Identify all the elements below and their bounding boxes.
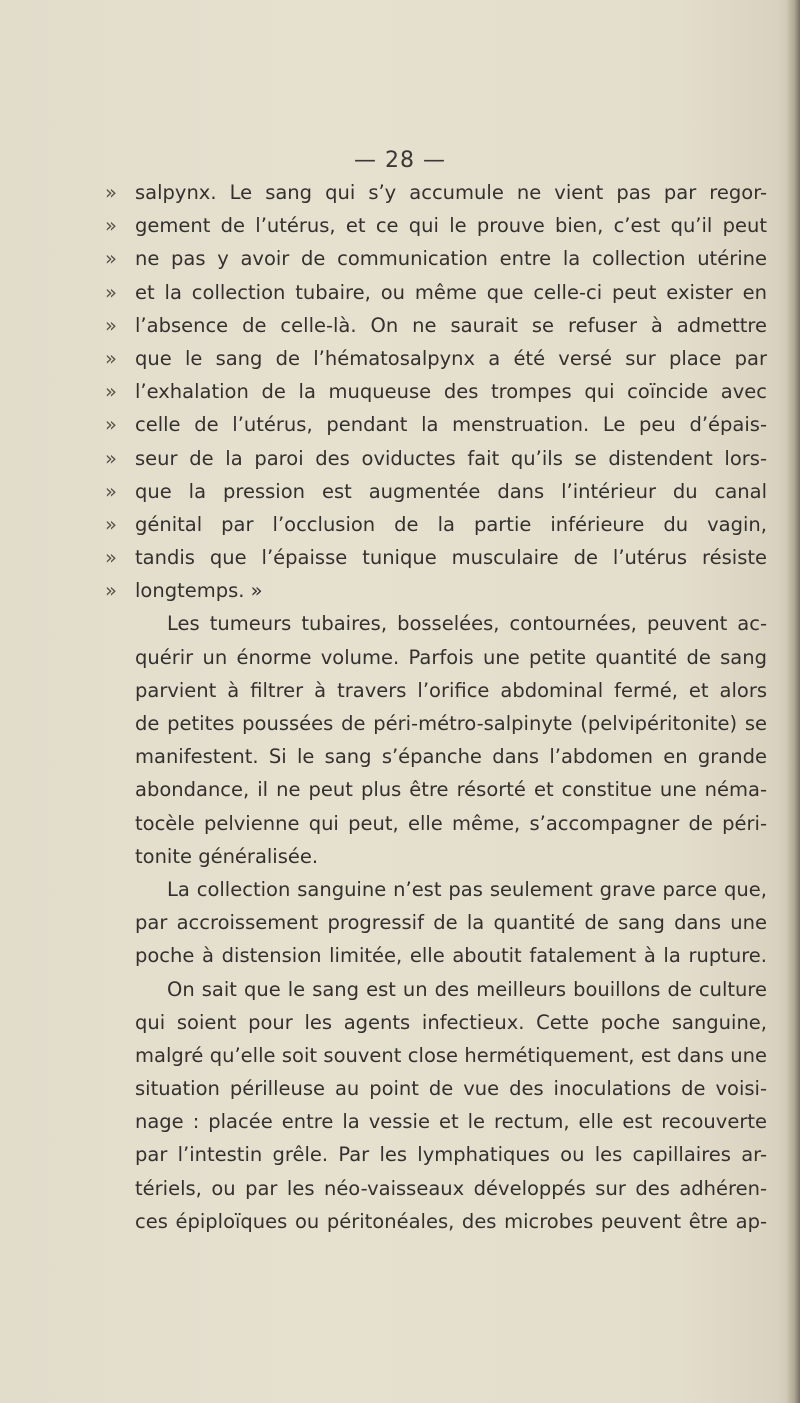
- quote-mark: »: [105, 214, 117, 238]
- text-line: poche à distension limitée, elle aboutit fatalement à la rupture.: [135, 944, 767, 968]
- page-number: — 28 —: [354, 148, 446, 173]
- text-line: On sait que le sang est un des meilleurs bouillons de culture: [167, 977, 767, 1001]
- quote-mark: »: [105, 512, 117, 536]
- quote-mark: »: [105, 181, 117, 204]
- text-line: ces épiploïques ou péritonéales, des microbes peuvent être ap-: [135, 1209, 767, 1233]
- quote-mark: »: [105, 546, 117, 570]
- quote-line: » et la collection tubaire, ou même que celle-ci peut exister en: [135, 276, 767, 309]
- quote-line: » génital par l’occlusion de la partie inférieure du vagin,: [135, 508, 767, 541]
- paragraph: [135, 873, 767, 973]
- quoted-passage: [105, 176, 767, 607]
- quote-mark: »: [105, 446, 117, 470]
- quote-mark: »: [105, 280, 117, 304]
- text-line: qui soient pour les agents infectieux. Cette poche sanguine,: [135, 1010, 767, 1034]
- quote-line: » tandis que l’épaisse tunique musculaire de l’utérus résiste: [135, 541, 767, 574]
- text-line: manifestent. Si le sang s’épanche dans l’abdomen en grande: [135, 745, 767, 769]
- quote-line: » salpynx. Le sang qui s’y accumule ne vient pas par regor-: [135, 176, 767, 209]
- page-edge-shadow: [786, 0, 800, 1403]
- quote-line: » celle de l’utérus, pendant la menstruation. Le peu d’épais-: [135, 408, 767, 441]
- quote-mark: »: [105, 579, 117, 603]
- text-line: tonite généralisée.: [135, 844, 319, 868]
- quote-line: » l’absence de celle-là. On ne saurait se refuser à admettre: [135, 309, 767, 342]
- body-text: [105, 176, 767, 1238]
- quote-line: » que la pression est augmentée dans l’intérieur du canal: [135, 475, 767, 508]
- quote-line: » longtemps. »: [135, 574, 767, 607]
- text-line: tocèle pelvienne qui peut, elle même, s’accompagner de péri-: [135, 811, 767, 835]
- text-line: nage : placée entre la vessie et le rectum, elle est recouverte: [135, 1110, 767, 1134]
- quote-mark: »: [105, 479, 117, 503]
- text-line: par l’intestin grêle. Par les lymphatiques ou les capillaires ar-: [135, 1143, 767, 1167]
- text-line: de petites poussées de péri-métro-salpinyte (pelvipéritonite) se: [135, 712, 767, 735]
- quote-line: » ne pas y avoir de communication entre la collection utérine: [135, 242, 767, 275]
- text-line: quérir un énorme volume. Parfois une petite quantité de sang: [135, 645, 767, 669]
- quote-mark: »: [105, 380, 117, 404]
- quote-mark: »: [105, 346, 117, 370]
- text-line: malgré qu’elle soit souvent close hermétiquement, est dans une: [135, 1043, 767, 1067]
- quote-line: » seur de la paroi des oviductes fait qu’ils se distendent lors-: [135, 442, 767, 475]
- text-line: Les tumeurs tubaires, bosselées, contournées, peuvent ac-: [167, 612, 767, 636]
- text-line: abondance, il ne peut plus être résorté et constitue une néma-: [135, 778, 767, 802]
- quote-line: » gement de l’utérus, et ce qui le prouve bien, c’est qu’il peut: [135, 209, 767, 242]
- quote-mark: »: [105, 413, 117, 437]
- text-line: par accroissement progressif de la quantité de sang dans une: [135, 911, 767, 935]
- text-line: situation périlleuse au point de vue des inoculations de voisi-: [135, 1077, 767, 1101]
- text-line: tériels, ou par les néo-vaisseaux développés sur des adhéren-: [135, 1176, 767, 1200]
- quote-line: » l’exhalation de la muqueuse des trompes qui coïncide avec: [135, 375, 767, 408]
- quote-mark: »: [105, 247, 117, 271]
- paragraph: [135, 973, 767, 1239]
- paragraph: [135, 607, 767, 873]
- text-line: parvient à filtrer à travers l’orifice abdominal fermé, et alors: [135, 678, 767, 702]
- quote-line: » que le sang de l’hématosalpynx a été versé sur place par: [135, 342, 767, 375]
- text-line: La collection sanguine n’est pas seulement grave parce que,: [167, 877, 767, 901]
- quote-mark: »: [105, 313, 117, 337]
